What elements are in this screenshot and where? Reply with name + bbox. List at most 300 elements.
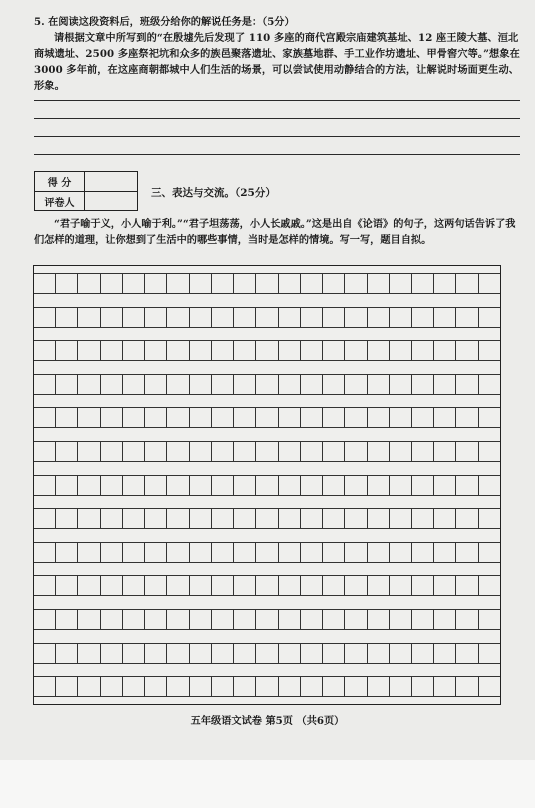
grid-cell[interactable] (345, 341, 367, 360)
grid-cell[interactable] (212, 408, 234, 427)
grid-cell[interactable] (390, 543, 412, 562)
grid-cell[interactable] (145, 442, 167, 461)
grid-cell[interactable] (368, 341, 390, 360)
grid-row (34, 407, 500, 428)
grid-cell[interactable] (256, 408, 278, 427)
grid-cell[interactable] (190, 341, 212, 360)
grid-cell[interactable] (390, 509, 412, 528)
grid-cell[interactable] (212, 341, 234, 360)
grid-cell[interactable] (145, 576, 167, 595)
grid-cell[interactable] (390, 274, 412, 293)
grid-cell[interactable] (412, 509, 434, 528)
grid-cell[interactable] (167, 509, 189, 528)
grid-cell[interactable] (345, 375, 367, 394)
grid-row (34, 441, 500, 462)
grid-row (34, 307, 500, 328)
grid-cell[interactable] (345, 442, 367, 461)
grid-cell[interactable] (234, 644, 256, 663)
grid-cell[interactable] (167, 408, 189, 427)
grid-cell[interactable] (56, 677, 78, 696)
grid-cell[interactable] (78, 644, 100, 663)
grid-cell[interactable] (78, 341, 100, 360)
grid-cell[interactable] (256, 543, 278, 562)
page-margin (0, 760, 535, 808)
grid-cell[interactable] (390, 442, 412, 461)
grid-cell[interactable] (345, 476, 367, 495)
grid-cell[interactable] (190, 442, 212, 461)
grid-cell[interactable] (456, 509, 478, 528)
grid-cell[interactable] (279, 375, 301, 394)
grid-cell[interactable] (412, 576, 434, 595)
grid-cell[interactable] (167, 341, 189, 360)
grid-cell[interactable] (101, 476, 123, 495)
grid-cell[interactable] (479, 375, 500, 394)
question-5-title: 5. 在阅读这段资料后，班级分给你的解说任务是：（5分） (34, 16, 295, 28)
grid-cell[interactable] (456, 375, 478, 394)
grid-cell[interactable] (345, 543, 367, 562)
grid-cell[interactable] (123, 274, 145, 293)
grid-cell[interactable] (434, 677, 456, 696)
grid-cell[interactable] (412, 476, 434, 495)
grid-cell[interactable] (345, 610, 367, 629)
grid-cell[interactable] (78, 576, 100, 595)
grid-cell[interactable] (190, 408, 212, 427)
grid-cell[interactable] (345, 509, 367, 528)
grid-cell[interactable] (234, 543, 256, 562)
grid-cell[interactable] (190, 644, 212, 663)
grid-cell[interactable] (234, 677, 256, 696)
grid-cell[interactable] (479, 476, 500, 495)
grid-cell[interactable] (78, 408, 100, 427)
grid-cell[interactable] (234, 375, 256, 394)
grid-cell[interactable] (145, 677, 167, 696)
grid-cell[interactable] (434, 375, 456, 394)
grid-cell[interactable] (323, 610, 345, 629)
grid-cell[interactable] (368, 442, 390, 461)
grid-cell[interactable] (390, 341, 412, 360)
grid-cell[interactable] (56, 644, 78, 663)
grid-cell[interactable] (323, 274, 345, 293)
grid-cell[interactable] (56, 543, 78, 562)
grid-cell[interactable] (123, 509, 145, 528)
grid-cell[interactable] (479, 442, 500, 461)
grid-cell[interactable] (34, 543, 56, 562)
grid-cell[interactable] (190, 543, 212, 562)
grid-cell[interactable] (256, 509, 278, 528)
grid-row (34, 273, 500, 294)
grid-cell[interactable] (101, 274, 123, 293)
grid-cell[interactable] (279, 644, 301, 663)
grid-cell[interactable] (56, 442, 78, 461)
grid-cell[interactable] (390, 610, 412, 629)
grid-cell[interactable] (345, 576, 367, 595)
grid-cell[interactable] (145, 375, 167, 394)
grid-cell[interactable] (167, 308, 189, 327)
grid-cell[interactable] (212, 509, 234, 528)
grid-cell[interactable] (123, 610, 145, 629)
grid-cell[interactable] (101, 408, 123, 427)
answer-line[interactable] (34, 136, 520, 137)
grid-cell[interactable] (479, 677, 500, 696)
grid-cell[interactable] (34, 610, 56, 629)
grid-cell[interactable] (301, 677, 323, 696)
grid-cell[interactable] (456, 644, 478, 663)
grid-cell[interactable] (323, 341, 345, 360)
grid-cell[interactable] (279, 308, 301, 327)
grid-cell[interactable] (34, 408, 56, 427)
grid-cell[interactable] (123, 644, 145, 663)
grid-cell[interactable] (190, 509, 212, 528)
grid-cell[interactable] (323, 308, 345, 327)
grid-cell[interactable] (479, 543, 500, 562)
grid-cell[interactable] (301, 576, 323, 595)
grid-cell[interactable] (301, 341, 323, 360)
grid-cell[interactable] (412, 543, 434, 562)
grid-cell[interactable] (256, 308, 278, 327)
grid-cell[interactable] (279, 476, 301, 495)
grid-cell[interactable] (78, 442, 100, 461)
grid-cell[interactable] (323, 576, 345, 595)
grid-cell[interactable] (56, 476, 78, 495)
grid-cell[interactable] (434, 543, 456, 562)
grid-cell[interactable] (234, 610, 256, 629)
grid-cell[interactable] (34, 576, 56, 595)
grid-cell[interactable] (78, 543, 100, 562)
grid-cell[interactable] (167, 576, 189, 595)
grid-cell[interactable] (123, 375, 145, 394)
grid-cell[interactable] (301, 274, 323, 293)
grid-cell[interactable] (368, 408, 390, 427)
grid-cell[interactable] (78, 610, 100, 629)
grid-cell[interactable] (434, 509, 456, 528)
grid-cell[interactable] (212, 375, 234, 394)
grid-cell[interactable] (456, 677, 478, 696)
grid-cell[interactable] (145, 408, 167, 427)
grid-cell[interactable] (234, 509, 256, 528)
grid-cell[interactable] (167, 375, 189, 394)
grid-cell[interactable] (479, 408, 500, 427)
grid-cell[interactable] (390, 644, 412, 663)
grid-cell[interactable] (145, 341, 167, 360)
grid-cell[interactable] (279, 543, 301, 562)
grid-cell[interactable] (345, 308, 367, 327)
grid-cell[interactable] (212, 576, 234, 595)
grid-cell[interactable] (145, 308, 167, 327)
grid-cell[interactable] (368, 576, 390, 595)
page-footer: 五年级语文试卷 第5页 （共6页） (190, 715, 345, 727)
grid-cell[interactable] (345, 274, 367, 293)
section-3-heading: 三、表达与交流。（25分） (151, 187, 276, 199)
grid-cell[interactable] (78, 509, 100, 528)
grid-cell[interactable] (256, 576, 278, 595)
grid-cell[interactable] (323, 375, 345, 394)
grid-cell[interactable] (212, 610, 234, 629)
answer-lines[interactable] (34, 100, 520, 172)
grid-cell[interactable] (56, 509, 78, 528)
grid-cell[interactable] (301, 442, 323, 461)
grid-cell[interactable] (412, 610, 434, 629)
grid-cell[interactable] (434, 610, 456, 629)
grid-cell[interactable] (145, 543, 167, 562)
grid-cell[interactable] (256, 274, 278, 293)
grid-cell[interactable] (145, 509, 167, 528)
grid-cell[interactable] (145, 644, 167, 663)
grid-cell[interactable] (78, 274, 100, 293)
grid-cell[interactable] (78, 308, 100, 327)
grid-cell[interactable] (323, 509, 345, 528)
grid-cell[interactable] (412, 677, 434, 696)
grid-cell[interactable] (434, 476, 456, 495)
grid-cell[interactable] (56, 341, 78, 360)
answer-line[interactable] (34, 100, 520, 101)
grid-row (34, 340, 500, 361)
grid-cell[interactable] (434, 644, 456, 663)
grid-cell[interactable] (190, 677, 212, 696)
grid-cell[interactable] (101, 509, 123, 528)
grid-cell[interactable] (56, 610, 78, 629)
grid-cell[interactable] (368, 644, 390, 663)
grid-cell[interactable] (190, 576, 212, 595)
grid-cell[interactable] (412, 408, 434, 427)
grid-cell[interactable] (434, 576, 456, 595)
grid-cell[interactable] (279, 341, 301, 360)
grid-cell[interactable] (301, 543, 323, 562)
grid-cell[interactable] (368, 308, 390, 327)
question-5-body: 请根据文章中所写到的“在殷墟先后发现了 110 多座的商代宫殿宗庙建筑基址、12 座王陵大墓、洹北商城遗址、2500 多座祭祀坑和众多的族邑聚落遗址、家族墓地群、手工业作坊遗址、甲骨窖穴等。”想象在 3000 多年前，在这座商朝都城中人们生活的场景，可以尝试使用动静结合的方法，让解说时场面更生动、形象。 (34, 32, 520, 92)
grid-cell[interactable] (101, 375, 123, 394)
grid-cell[interactable] (456, 442, 478, 461)
grid-cell[interactable] (479, 509, 500, 528)
grid-cell[interactable] (301, 476, 323, 495)
grid-cell[interactable] (368, 476, 390, 495)
grid-cell[interactable] (256, 442, 278, 461)
grid-cell[interactable] (390, 476, 412, 495)
grid-cell[interactable] (234, 576, 256, 595)
grid-cell[interactable] (56, 375, 78, 394)
grid-cell[interactable] (167, 610, 189, 629)
grid-cell[interactable] (34, 476, 56, 495)
grid-cell[interactable] (212, 543, 234, 562)
grid-cell[interactable] (301, 408, 323, 427)
grid-cell[interactable] (256, 476, 278, 495)
grader-label: 评卷人 (35, 192, 85, 210)
grid-cell[interactable] (345, 408, 367, 427)
grid-cell[interactable] (145, 610, 167, 629)
grid-cell[interactable] (323, 408, 345, 427)
writing-grid[interactable] (33, 265, 501, 705)
grid-cell[interactable] (101, 543, 123, 562)
grid-cell[interactable] (456, 543, 478, 562)
grid-cell[interactable] (479, 341, 500, 360)
grid-cell[interactable] (434, 442, 456, 461)
grid-cell[interactable] (212, 442, 234, 461)
grid-cell[interactable] (412, 274, 434, 293)
answer-line[interactable] (34, 118, 520, 119)
grid-cell[interactable] (301, 509, 323, 528)
grid-cell[interactable] (301, 644, 323, 663)
grid-cell[interactable] (190, 610, 212, 629)
grid-cell[interactable] (279, 442, 301, 461)
grid-cell[interactable] (101, 341, 123, 360)
grid-cell[interactable] (78, 677, 100, 696)
grid-cell[interactable] (323, 644, 345, 663)
grid-cell[interactable] (234, 274, 256, 293)
grid-cell[interactable] (190, 308, 212, 327)
grid-cell[interactable] (456, 308, 478, 327)
grid-cell[interactable] (34, 677, 56, 696)
grid-cell[interactable] (323, 677, 345, 696)
grid-cell[interactable] (256, 341, 278, 360)
grid-cell[interactable] (101, 308, 123, 327)
grid-cell[interactable] (123, 341, 145, 360)
grid-cell[interactable] (412, 442, 434, 461)
grid-cell[interactable] (212, 644, 234, 663)
grid-cell[interactable] (101, 644, 123, 663)
grid-cell[interactable] (345, 644, 367, 663)
grid-cell[interactable] (390, 308, 412, 327)
grid-cell[interactable] (390, 375, 412, 394)
grid-cell[interactable] (256, 677, 278, 696)
grid-row (34, 575, 500, 596)
grid-cell[interactable] (301, 610, 323, 629)
grid-cell[interactable] (123, 442, 145, 461)
grid-cell[interactable] (456, 274, 478, 293)
grid-cell[interactable] (167, 677, 189, 696)
grid-cell[interactable] (456, 341, 478, 360)
grid-cell[interactable] (479, 274, 500, 293)
grid-cell[interactable] (212, 677, 234, 696)
grader-value (85, 192, 137, 210)
grid-cell[interactable] (190, 274, 212, 293)
grid-cell[interactable] (234, 308, 256, 327)
grid-cell[interactable] (34, 308, 56, 327)
grid-cell[interactable] (167, 442, 189, 461)
grid-cell[interactable] (34, 509, 56, 528)
grid-cell[interactable] (479, 610, 500, 629)
grid-cell[interactable] (368, 509, 390, 528)
grid-cell[interactable] (167, 274, 189, 293)
grid-cell[interactable] (56, 274, 78, 293)
grid-cell[interactable] (234, 341, 256, 360)
grid-row (34, 676, 500, 697)
grid-cell[interactable] (234, 442, 256, 461)
grid-cell[interactable] (301, 308, 323, 327)
grid-cell[interactable] (78, 476, 100, 495)
grid-cell[interactable] (368, 375, 390, 394)
grid-cell[interactable] (479, 644, 500, 663)
grid-cell[interactable] (101, 677, 123, 696)
grid-cell[interactable] (212, 308, 234, 327)
grid-row (34, 609, 500, 630)
grid-cell[interactable] (56, 408, 78, 427)
grid-cell[interactable] (456, 408, 478, 427)
grid-cell[interactable] (212, 274, 234, 293)
grid-cell[interactable] (78, 375, 100, 394)
grid-cell[interactable] (434, 308, 456, 327)
grid-cell[interactable] (123, 576, 145, 595)
grid-cell[interactable] (190, 476, 212, 495)
grid-row (34, 475, 500, 496)
grid-cell[interactable] (456, 476, 478, 495)
grid-cell[interactable] (256, 644, 278, 663)
grid-cell[interactable] (390, 408, 412, 427)
grid-cell[interactable] (323, 442, 345, 461)
grid-cell[interactable] (123, 677, 145, 696)
grid-cell[interactable] (301, 375, 323, 394)
answer-line[interactable] (34, 154, 520, 155)
grid-cell[interactable] (345, 677, 367, 696)
grid-cell[interactable] (234, 476, 256, 495)
grid-row (34, 508, 500, 529)
grid-cell[interactable] (123, 408, 145, 427)
grid-cell[interactable] (101, 442, 123, 461)
grid-cell[interactable] (56, 308, 78, 327)
grid-cell[interactable] (167, 644, 189, 663)
grid-cell[interactable] (101, 576, 123, 595)
grid-cell[interactable] (123, 543, 145, 562)
grid-cell[interactable] (256, 610, 278, 629)
score-label: 得 分 (35, 172, 85, 192)
grid-cell[interactable] (412, 341, 434, 360)
grid-cell[interactable] (34, 442, 56, 461)
grid-cell[interactable] (456, 576, 478, 595)
grid-cell[interactable] (368, 677, 390, 696)
grid-cell[interactable] (167, 476, 189, 495)
grid-cell[interactable] (34, 644, 56, 663)
grid-cell[interactable] (368, 274, 390, 293)
grid-cell[interactable] (145, 274, 167, 293)
grid-cell[interactable] (323, 476, 345, 495)
grid-cell[interactable] (101, 610, 123, 629)
grid-cell[interactable] (456, 610, 478, 629)
grid-cell[interactable] (412, 375, 434, 394)
grid-cell[interactable] (479, 576, 500, 595)
grid-cell[interactable] (145, 476, 167, 495)
grid-cell[interactable] (412, 308, 434, 327)
grid-cell[interactable] (234, 408, 256, 427)
grid-cell[interactable] (434, 341, 456, 360)
grid-cell[interactable] (212, 476, 234, 495)
grid-cell[interactable] (279, 576, 301, 595)
grid-cell[interactable] (323, 543, 345, 562)
grid-cell[interactable] (279, 274, 301, 293)
grid-cell[interactable] (390, 576, 412, 595)
grid-cell[interactable] (368, 610, 390, 629)
grid-cell[interactable] (123, 308, 145, 327)
grid-row (34, 542, 500, 563)
grid-row (34, 374, 500, 395)
grid-cell[interactable] (56, 576, 78, 595)
grid-cell[interactable] (479, 308, 500, 327)
grid-cell[interactable] (279, 610, 301, 629)
grid-cell[interactable] (190, 375, 212, 394)
grid-row (34, 643, 500, 664)
grid-cell[interactable] (368, 543, 390, 562)
grid-cell[interactable] (279, 509, 301, 528)
grid-cell[interactable] (34, 341, 56, 360)
grid-cell[interactable] (390, 677, 412, 696)
grid-cell[interactable] (434, 408, 456, 427)
grid-cell[interactable] (412, 644, 434, 663)
grid-cell[interactable] (279, 408, 301, 427)
grid-cell[interactable] (167, 543, 189, 562)
grid-cell[interactable] (279, 677, 301, 696)
grid-cell[interactable] (256, 375, 278, 394)
grid-cell[interactable] (34, 274, 56, 293)
grid-cell[interactable] (34, 375, 56, 394)
grid-cell[interactable] (123, 476, 145, 495)
grid-cell[interactable] (434, 274, 456, 293)
